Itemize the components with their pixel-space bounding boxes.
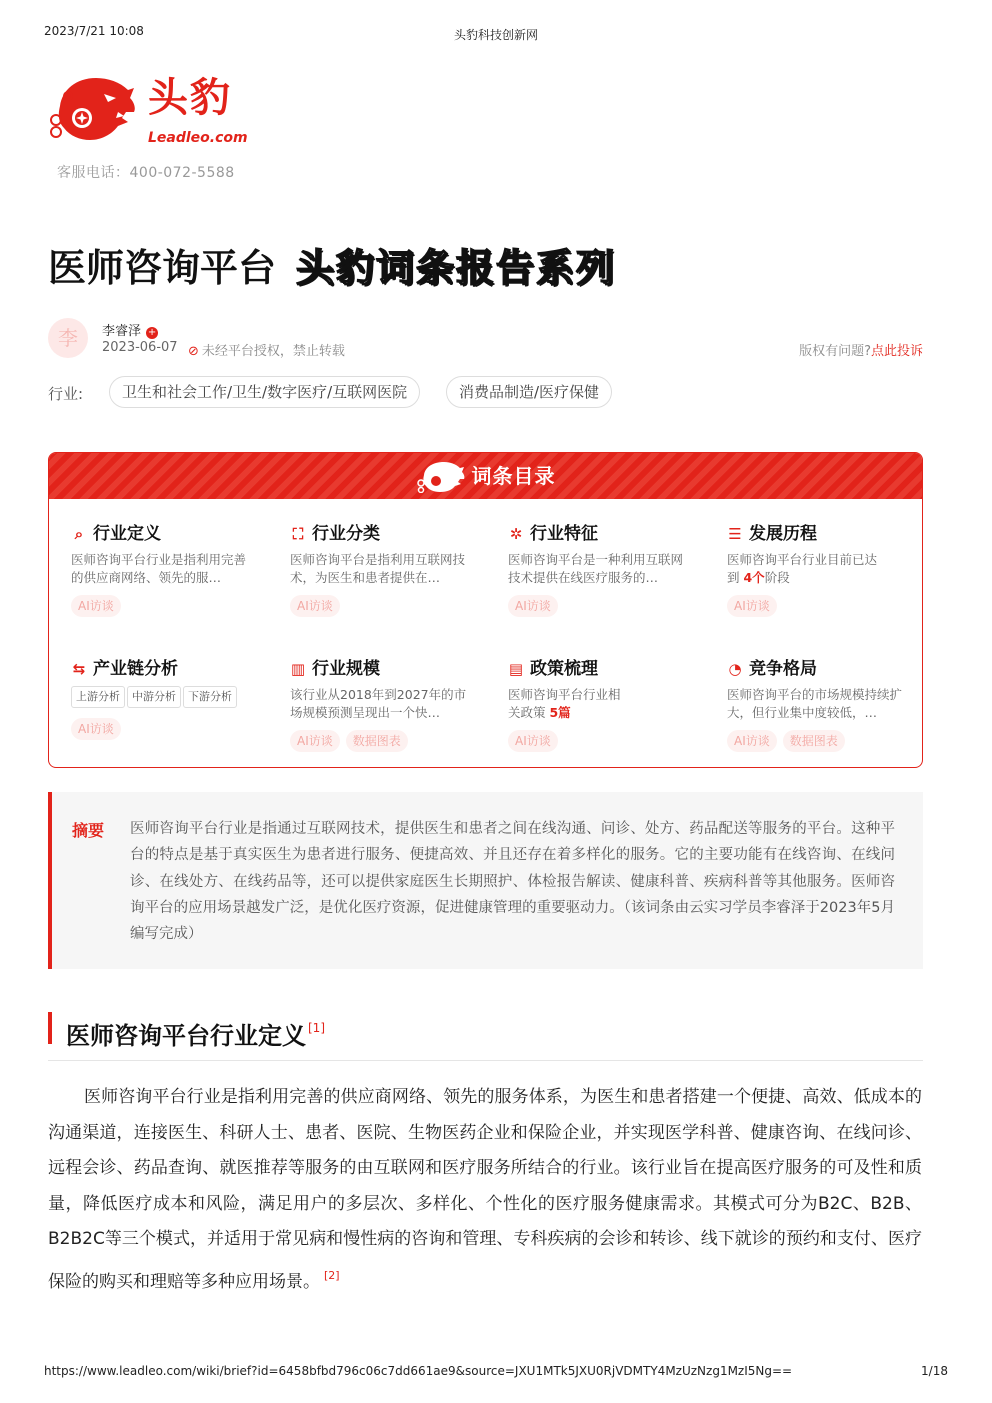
section-divider <box>48 1060 923 1061</box>
print-site-name: 头豹科技创新网 <box>453 28 538 42</box>
toc-item-desc: 医师咨询平台是指利用互联网技术，为医生和患者提供在… <box>290 552 466 585</box>
toc-item-title: 发展历程 <box>749 524 817 544</box>
industry-chip[interactable]: 消费品制造/医疗保健 <box>446 376 612 408</box>
publish-date: 2023-06-07 <box>102 340 178 355</box>
toc-item-desc: 医师咨询平台行业目前已达到 4个阶段 <box>727 552 877 585</box>
ban-icon: ⊘ <box>188 344 199 359</box>
toc-item-desc: 医师咨询平台是一种利用互联网技术提供在线医疗服务的… <box>508 552 684 585</box>
industry-label: 行业: <box>48 385 84 403</box>
leopard-logo-icon <box>416 459 466 493</box>
midstream-tag[interactable]: 中游分析 <box>127 686 181 708</box>
reference-link[interactable]: [1] <box>308 1021 325 1035</box>
ai-interview-tag[interactable]: AI访谈 <box>290 595 340 617</box>
summary-label: 摘要 <box>72 821 105 840</box>
ai-interview-tag[interactable]: AI访谈 <box>508 595 558 617</box>
toc-item-classification[interactable] <box>290 523 470 619</box>
toc-item-title: 行业规模 <box>312 659 380 679</box>
downstream-tag[interactable]: 下游分析 <box>183 686 237 708</box>
author-name-row <box>102 320 158 339</box>
definition-paragraph <box>48 1080 922 1300</box>
toc-panel <box>48 452 923 768</box>
toc-item-scale[interactable] <box>290 658 470 754</box>
hierarchy-icon: ⛶ <box>292 525 304 543</box>
stage-count: 4个 <box>743 570 765 585</box>
summary-box <box>48 792 923 969</box>
toc-item-title: 竞争格局 <box>749 659 817 679</box>
page-title <box>48 244 616 292</box>
policy-count: 5篇 <box>549 705 571 720</box>
ai-interview-tag[interactable]: AI访谈 <box>508 730 558 752</box>
industry-chip[interactable]: 卫生和社会工作/卫生/数字医疗/互联网医院 <box>109 376 420 408</box>
print-url: https://www.leadleo.com/wiki/brief?id=6458bfbd796c06c7dd661ae9&source=JXU1MTk5JXU0RjVDMTY4MzUzNzg1MzI5Ng== <box>44 1364 793 1378</box>
ai-interview-tag[interactable]: AI访谈 <box>290 730 340 752</box>
section-title <box>48 1012 325 1050</box>
print-datetime: 2023/7/21 10:08 <box>44 24 144 38</box>
toc-item-title: 行业定义 <box>93 524 161 544</box>
brand-domain: Leadleo.com <box>148 130 248 146</box>
page-title-series: 头豹词条报告系列 <box>296 246 617 290</box>
hotline: 客服电话：400-072-5588 <box>57 165 235 181</box>
pie-chart-icon: ◔ <box>728 660 742 678</box>
author-name[interactable]: 李睿泽 <box>102 324 142 339</box>
no-repost-notice <box>188 340 345 359</box>
summary-text: 医师咨询平台行业是指通过互联网技术，提供医生和患者之间在线沟通、问诊、处方、药品配送等服务的平台。这种平台的特点是基于真实医生为患者进行服务、便捷高效、并且还存在着多样化的服务。它的主要功能有在线咨询、在线问诊、在线处方、在线药品等，还可以提供家庭医生长期照护、体检报告解读、健康科普、疾病科普等其他服务。医师咨询平台的应用场景越发广泛，是优化医疗资源，促进健康管理的重要驱动力。（该词条由云实习学员李睿泽于2023年5月编写完成） <box>130 821 895 943</box>
search-doc-icon: ⌕ <box>74 525 84 543</box>
upstream-tag[interactable]: 上游分析 <box>71 686 125 708</box>
brand-logo[interactable] <box>46 72 246 152</box>
toc-item-title: 行业特征 <box>530 524 598 544</box>
toc-item-policy[interactable] <box>508 658 688 754</box>
toc-item-title: 政策梳理 <box>530 659 598 679</box>
timeline-icon: ☰ <box>728 525 742 543</box>
brand-name: 头豹 <box>148 75 232 121</box>
toc-item-desc: 医师咨询平台行业相关政策 5篇 <box>508 687 621 720</box>
toc-item-desc: 医师咨询平台的市场规模持续扩大，但行业集中度较低，… <box>727 687 903 720</box>
toc-title-text: 词条目录 <box>471 464 556 488</box>
toc-item-history[interactable] <box>727 523 877 619</box>
gear-icon: ✲ <box>509 525 523 543</box>
verified-badge-icon: + <box>147 327 157 338</box>
ai-interview-tag[interactable]: AI访谈 <box>71 595 121 617</box>
leopard-logo-icon <box>46 72 138 144</box>
no-repost-text: 未经平台授权，禁止转载 <box>201 344 345 359</box>
toc-item-chain[interactable] <box>71 658 251 742</box>
toc-header <box>49 453 922 499</box>
policy-doc-icon: ▤ <box>508 660 524 678</box>
chain-icon: ⇆ <box>72 660 86 678</box>
ai-interview-tag[interactable]: AI访谈 <box>71 718 121 740</box>
print-header <box>44 24 948 40</box>
reference-link[interactable]: [2] <box>324 1268 340 1282</box>
bar-chart-icon: ▥ <box>290 660 306 678</box>
ai-interview-tag[interactable]: AI访谈 <box>727 730 777 752</box>
definition-text: 医师咨询平台行业是指利用完善的供应商网络、领先的服务体系，为医生和患者搭建一个便捷、高效、低成本的沟通渠道，连接医生、科研人士、患者、医院、生物医药企业和保险企业，并实现医学科普、健康咨询、在线问诊、远程会诊、药品查询、就医推荐等服务的由互联网和医疗服务所结合的行业。该行业旨在提高医疗服务的可及性和质量，降低医疗成本和风险，满足用户的多层次、多样化、个性化的医疗服务健康需求。其模式可分为B2C、B2B、B2B2C等三个模式，并适用于常见病和慢性病的咨询和管理、专科疾病的会诊和转诊、线下就诊的预约和支付、医疗保险的购买和理赔等多种应用场景。 <box>48 1087 922 1292</box>
print-footer <box>44 1364 948 1378</box>
page-title-main: 医师咨询平台 <box>48 246 277 290</box>
toc-item-desc: 该行业从2018年到2027年的市场规模预测呈现出一个快… <box>290 687 467 720</box>
data-chart-tag[interactable]: 数据图表 <box>783 730 845 752</box>
toc-item-desc: 医师咨询平台行业是指利用完善的供应商网络、领先的服… <box>71 552 247 585</box>
report-link[interactable]: 点此投诉 <box>870 344 923 359</box>
author-avatar[interactable]: 李 <box>48 318 88 358</box>
toc-item-title: 产业链分析 <box>93 659 178 679</box>
data-chart-tag[interactable]: 数据图表 <box>346 730 408 752</box>
toc-item-title: 行业分类 <box>312 524 380 544</box>
copyright-notice <box>799 340 923 359</box>
toc-item-definition[interactable] <box>71 523 251 619</box>
section-title-text: 医师咨询平台行业定义 <box>66 1022 306 1050</box>
page-number: 1/18 <box>921 1364 948 1378</box>
copyright-question: 版权有问题? <box>799 344 871 359</box>
toc-title <box>49 459 922 493</box>
ai-interview-tag[interactable]: AI访谈 <box>727 595 777 617</box>
toc-item-features[interactable] <box>508 523 688 619</box>
toc-item-competition[interactable] <box>727 658 907 754</box>
